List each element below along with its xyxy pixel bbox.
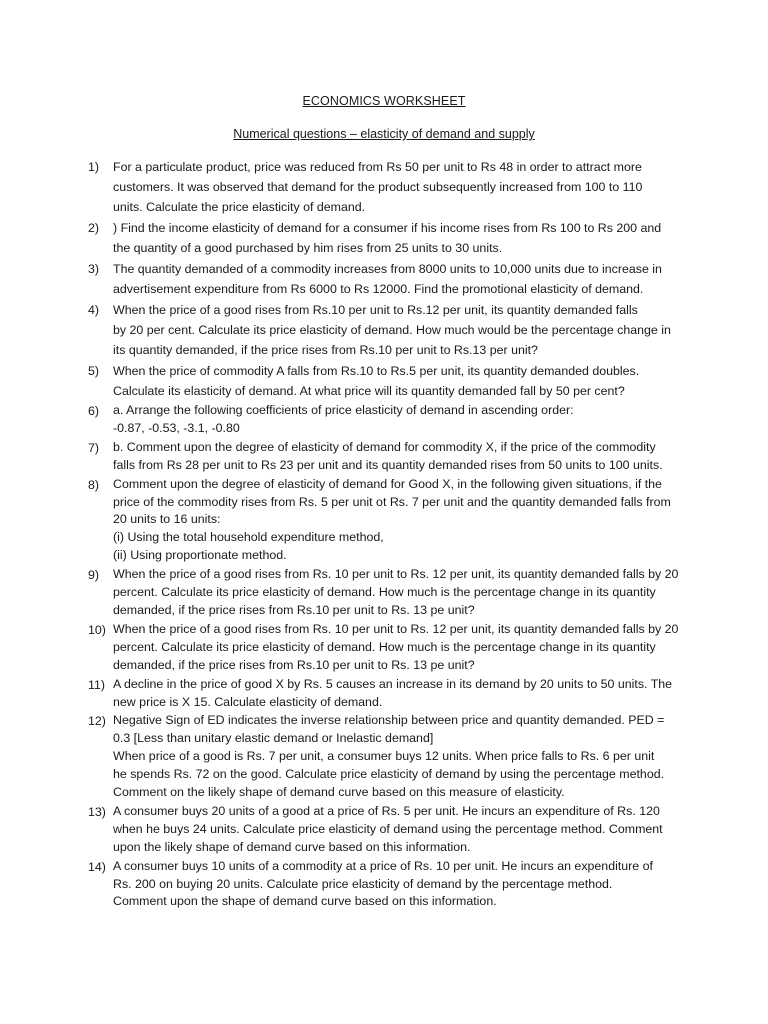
question-item [88, 402, 688, 438]
question-item [88, 566, 688, 620]
question-text-line: advertisement expenditure from Rs 6000 to Rs 12000. Find the promotional elasticity of demand. [113, 282, 644, 296]
question-text-line: Negative Sign of ED indicates the inverse relationship between price and quantity demanded. PED = [113, 713, 665, 728]
question-text-line: he spends Rs. 72 on the good. Calculate price elasticity of demand by using the percentage method. [113, 767, 665, 782]
question-item [88, 803, 688, 857]
question-text-line: upon the likely shape of demand curve based on this information. [113, 839, 471, 854]
question-text [113, 157, 688, 217]
question-text-line: For a particulate product, price was reduced from Rs 50 per unit to Rs 48 in order to attract more [113, 160, 642, 174]
question-text-line: 0.3 [Less than unitary elastic demand or Inelastic demand] [113, 731, 434, 746]
question-text-line: A consumer buys 20 units of a good at a price of Rs. 5 per unit. He incurs an expenditure of Rs. 120 [113, 803, 660, 818]
question-text-line: units. Calculate the price elasticity of demand. [113, 200, 366, 214]
question-text-line: Comment on the likely shape of demand curve based on this measure of elasticity. [113, 785, 565, 800]
question-text-line: its quantity demanded, if the price rises from Rs.10 per unit to Rs.13 per unit? [113, 343, 538, 357]
question-item [88, 621, 688, 675]
question-item [88, 218, 688, 258]
question-text-line: When the price of a good rises from Rs. 10 per unit to Rs. 12 per unit, its quantity demanded falls by 20 [113, 621, 679, 636]
question-text [113, 476, 688, 566]
question-item [88, 361, 688, 401]
question-text-line: demanded, if the price rises from Rs.10 per unit to Rs. 13 pe unit? [113, 602, 475, 617]
question-text-line: percent. Calculate its price elasticity of demand. How much is the percentage change in its quantity [113, 639, 656, 654]
question-item [88, 439, 688, 475]
question-text-line: percent. Calculate its price elasticity of demand. How much is the percentage change in its quantity [113, 585, 656, 600]
question-text [113, 402, 688, 438]
question-text [113, 858, 688, 912]
worksheet-subtitle: Numerical questions – elasticity of demand and supply [233, 127, 535, 141]
question-text [113, 300, 688, 360]
question-text-line: a. Arrange the following coefficients of price elasticity of demand in ascending order: [113, 403, 574, 417]
question-number: 9) [88, 568, 100, 583]
question-text-line: A decline in the price of good X by Rs. 5 causes an increase in its demand by 20 units to 50 units. The [113, 676, 673, 691]
question-text [113, 439, 688, 475]
question-text-line: Comment upon the degree of elasticity of demand for Good X, in the following given situations, if the [113, 476, 662, 491]
question-item [88, 676, 688, 712]
question-number: 8) [88, 477, 100, 492]
question-text [113, 712, 688, 802]
question-number: 5) [88, 364, 100, 378]
question-text-line: When price of a good is Rs. 7 per unit, a consumer buys 12 units. When price falls to Rs. 6 per unit [113, 749, 655, 764]
question-item [88, 476, 688, 566]
question-text [113, 361, 688, 401]
question-text-line: Rs. 200 on buying 20 units. Calculate price elasticity of demand by the percentage method. [113, 876, 613, 891]
question-text-line: (i) Using the total household expenditure method, [113, 530, 384, 545]
worksheet-title: ECONOMICS WORKSHEET [302, 94, 466, 108]
question-number: 10) [88, 622, 106, 637]
question-text-line: When the price of a good rises from Rs. 10 per unit to Rs. 12 per unit, its quantity demanded falls by 20 [113, 567, 679, 582]
question-text [113, 566, 688, 620]
question-text-line: customers. It was observed that demand for the product subsequently increased from 100 to 110 [113, 180, 643, 194]
question-text-line: new price is X 15. Calculate elasticity of demand. [113, 694, 383, 709]
question-text-line: demanded, if the price rises from Rs.10 per unit to Rs. 13 pe unit? [113, 657, 475, 672]
question-number: 14) [88, 859, 106, 874]
question-number: 6) [88, 404, 100, 418]
question-text [113, 621, 688, 675]
question-text-line: falls from Rs 28 per unit to Rs 23 per unit and its quantity demanded rises from 50 units to 100 units. [113, 457, 663, 472]
question-text-line: the quantity of a good purchased by him rises from 25 units to 30 units. [113, 241, 503, 255]
question-number: 7) [88, 440, 100, 455]
question-number: 3) [88, 262, 100, 276]
question-text-line: A consumer buys 10 units of a commodity at a price of Rs. 10 per unit. He incurs an expenditure of [113, 858, 653, 873]
question-item [88, 858, 688, 912]
question-number: 11) [88, 677, 105, 692]
question-text-line: ) Find the income elasticity of demand for a consumer if his income rises from Rs 100 to Rs 200 and [113, 221, 662, 235]
question-text-line: The quantity demanded of a commodity increases from 8000 units to 10,000 units due to increase in [113, 262, 662, 276]
question-text [113, 218, 688, 258]
question-number: 13) [88, 804, 106, 819]
question-item [88, 300, 688, 360]
question-number: 12) [88, 714, 106, 729]
question-list [88, 157, 688, 912]
question-text-line: (ii) Using proportionate method. [113, 548, 287, 563]
question-text-line: b. Comment upon the degree of elasticity of demand for commodity X, if the price of the commodity [113, 439, 656, 454]
question-item [88, 157, 688, 217]
question-text-line: 20 units to 16 units: [113, 512, 221, 527]
question-text-line: when he buys 24 units. Calculate price elasticity of demand using the percentage method. Comment [113, 821, 663, 836]
question-item [88, 712, 688, 802]
question-text [113, 803, 688, 857]
question-number: 4) [88, 303, 100, 317]
question-text-line: When the price of a good rises from Rs.10 per unit to Rs.12 per unit, its quantity demanded falls [113, 303, 638, 317]
question-text [113, 676, 688, 712]
question-text-line: -0.87, -0.53, -3.1, -0.80 [113, 420, 240, 435]
question-text-line: Comment upon the shape of demand curve based on this information. [113, 894, 497, 909]
question-text-line: price of the commodity rises from Rs. 5 per unit ot Rs. 7 per unit and the quantity demanded falls from [113, 494, 671, 509]
question-text [113, 259, 688, 299]
question-text-line: When the price of commodity A falls from Rs.10 to Rs.5 per unit, its quantity demanded doubles. [113, 364, 640, 378]
question-text-line: by 20 per cent. Calculate its price elasticity of demand. How much would be the percentage change in [113, 323, 671, 337]
question-number: 2) [88, 221, 100, 235]
question-item [88, 259, 688, 299]
question-text-line: Calculate its elasticity of demand. At what price will its quantity demanded fall by 50 per cent? [113, 384, 625, 398]
question-number: 1) [88, 160, 100, 174]
